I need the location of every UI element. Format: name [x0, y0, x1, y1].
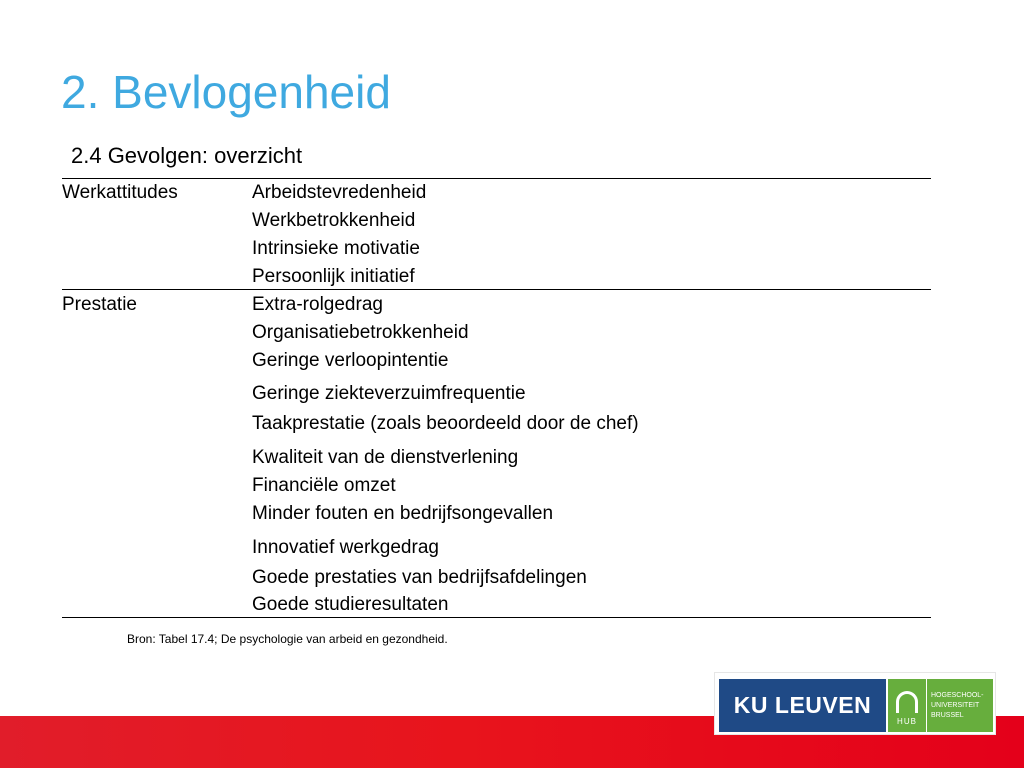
source-note: Bron: Tabel 17.4; De psychologie van arbeid en gezondheid.: [127, 632, 448, 646]
list-item: Persoonlijk initiatief: [252, 266, 415, 287]
list-item: Goede prestaties van bedrijfsafdelingen: [252, 567, 587, 588]
ku-leuven-logo-text: KU LEUVEN: [733, 692, 872, 718]
list-item: Goede studieresultaten: [252, 594, 449, 615]
list-item: Extra-rolgedrag: [252, 294, 383, 315]
list-item: Taakprestatie (zoals beoordeeld door de chef): [252, 413, 639, 434]
hub-arch-icon: [896, 691, 918, 713]
list-item: Intrinsieke motivatie: [252, 238, 420, 259]
list-item: Werkbetrokkenheid: [252, 210, 416, 231]
list-item: Minder fouten en bedrijfsongevallen: [252, 503, 554, 524]
table-bottom-rule: [62, 617, 931, 618]
list-item: Geringe verloopintentie: [252, 350, 449, 371]
slide-subtitle: 2.4 Gevolgen: overzicht: [71, 143, 303, 168]
list-item: Financiële omzet: [252, 475, 396, 496]
hub-name-line: UNIVERSITEIT: [931, 702, 980, 709]
hub-name-line: BRUSSEL: [931, 712, 964, 719]
hub-logo-name: [927, 679, 993, 732]
hub-name-line: HOGESCHOOL-: [931, 692, 984, 699]
table-row-divider: [62, 289, 931, 290]
table-top-rule: [62, 178, 931, 179]
list-item: Kwaliteit van de dienstverlening: [252, 447, 519, 468]
table-row-category: Werkattitudes: [62, 182, 178, 203]
hub-logo-letters: HUB: [897, 717, 917, 726]
list-item: Geringe ziekteverzuimfrequentie: [252, 383, 526, 404]
slide-title: 2. Bevlogenheid: [61, 66, 391, 118]
hub-logo-icon: [888, 679, 926, 732]
list-item: Organisatiebetrokkenheid: [252, 322, 469, 343]
table-row-category: Prestatie: [62, 294, 137, 315]
footer-logos: [715, 673, 995, 734]
ku-leuven-logo: [719, 679, 886, 732]
list-item: Arbeidstevredenheid: [252, 182, 427, 203]
list-item: Innovatief werkgedrag: [252, 537, 439, 558]
